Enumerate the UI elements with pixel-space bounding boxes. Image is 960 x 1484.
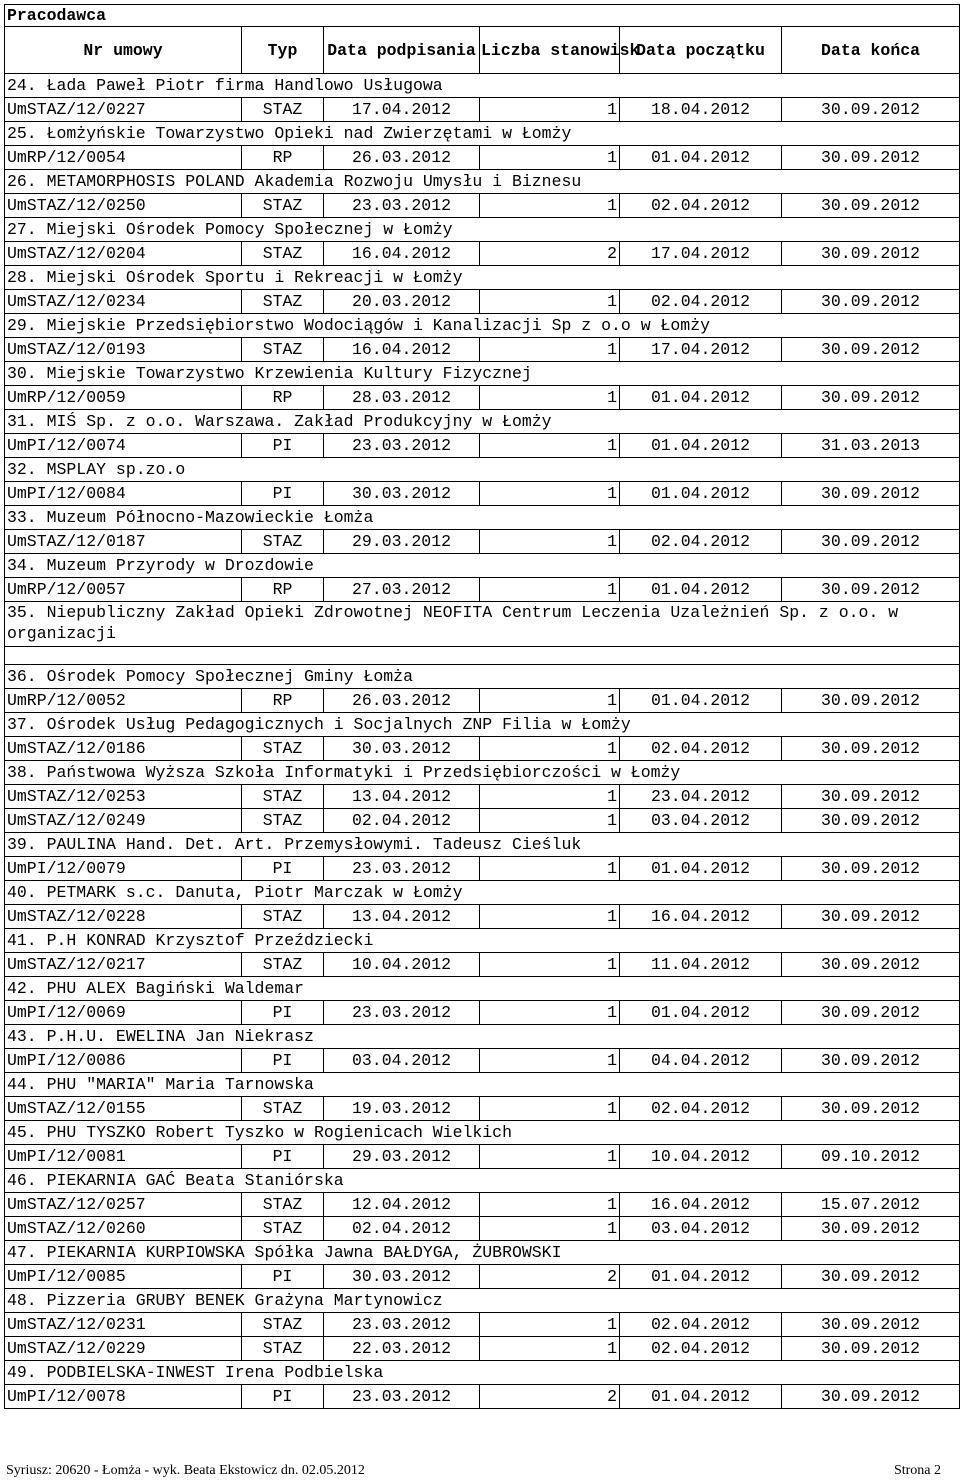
cell-typ: PI — [242, 1385, 324, 1409]
column-header-row — [5, 27, 960, 74]
employer-name: 42. PHU ALEX Bagiński Waldemar — [5, 977, 960, 1001]
cell-liczba-stanowisk: 1 — [480, 809, 620, 833]
cell-liczba-stanowisk: 1 — [480, 482, 620, 506]
cell-typ: STAZ — [242, 1337, 324, 1361]
cell-data-poczatku: 01.04.2012 — [620, 1385, 782, 1409]
cell-liczba-stanowisk: 1 — [480, 1001, 620, 1025]
footer-page-number: Strona 2 — [893, 1463, 941, 1478]
cell-nr-umowy: UmPI/12/0086 — [5, 1049, 242, 1073]
cell-nr-umowy: UmRP/12/0059 — [5, 386, 242, 410]
employer-row — [5, 362, 960, 386]
cell-nr-umowy: UmSTAZ/12/0260 — [5, 1217, 242, 1241]
cell-liczba-stanowisk: 1 — [480, 434, 620, 458]
cell-liczba-stanowisk: 1 — [480, 905, 620, 929]
cell-typ: PI — [242, 482, 324, 506]
cell-liczba-stanowisk: 1 — [480, 1049, 620, 1073]
col-header-data-konca: Data końca — [782, 27, 960, 74]
cell-data-konca: 30.09.2012 — [782, 1001, 960, 1025]
cell-liczba-stanowisk: 1 — [480, 530, 620, 554]
contract-row — [5, 953, 960, 977]
employer-name: 41. P.H KONRAD Krzysztof Przeździecki — [5, 929, 960, 953]
cell-data-poczatku: 01.04.2012 — [620, 434, 782, 458]
cell-data-poczatku: 01.04.2012 — [620, 386, 782, 410]
employer-row — [5, 881, 960, 905]
employer-name: 36. Ośrodek Pomocy Społecznej Gminy Łomża — [5, 665, 960, 689]
cell-data-podpisania: 30.03.2012 — [324, 737, 480, 761]
employer-row — [5, 266, 960, 290]
cell-nr-umowy: UmPI/12/0081 — [5, 1145, 242, 1169]
cell-nr-umowy: UmSTAZ/12/0231 — [5, 1313, 242, 1337]
employer-row — [5, 665, 960, 689]
document-page — [4, 4, 959, 1409]
cell-liczba-stanowisk: 1 — [480, 146, 620, 170]
cell-liczba-stanowisk: 1 — [480, 689, 620, 713]
contract-row — [5, 530, 960, 554]
employer-row — [5, 1121, 960, 1145]
employer-contracts-table — [4, 4, 960, 1409]
cell-data-konca: 15.07.2012 — [782, 1193, 960, 1217]
cell-nr-umowy: UmSTAZ/12/0228 — [5, 905, 242, 929]
cell-data-konca: 30.09.2012 — [782, 1385, 960, 1409]
cell-liczba-stanowisk: 1 — [480, 578, 620, 602]
cell-data-poczatku: 01.04.2012 — [620, 857, 782, 881]
cell-liczba-stanowisk: 1 — [480, 737, 620, 761]
cell-typ: STAZ — [242, 1097, 324, 1121]
employer-row — [5, 602, 960, 647]
cell-typ: STAZ — [242, 905, 324, 929]
cell-typ: STAZ — [242, 737, 324, 761]
employer-row — [5, 1169, 960, 1193]
cell-liczba-stanowisk: 1 — [480, 338, 620, 362]
cell-nr-umowy: UmSTAZ/12/0250 — [5, 194, 242, 218]
employer-name: 32. MSPLAY sp.zo.o — [5, 458, 960, 482]
cell-data-podpisania: 02.04.2012 — [324, 1217, 480, 1241]
employer-name: 40. PETMARK s.c. Danuta, Piotr Marczak w Łomży — [5, 881, 960, 905]
cell-data-konca: 30.09.2012 — [782, 482, 960, 506]
cell-nr-umowy: UmSTAZ/12/0217 — [5, 953, 242, 977]
cell-data-konca: 09.10.2012 — [782, 1145, 960, 1169]
cell-data-konca: 30.09.2012 — [782, 737, 960, 761]
employer-name: 33. Muzeum Północno-Mazowieckie Łomża — [5, 506, 960, 530]
contract-row — [5, 809, 960, 833]
employer-row — [5, 1025, 960, 1049]
cell-data-podpisania: 16.04.2012 — [324, 242, 480, 266]
cell-data-konca: 30.09.2012 — [782, 194, 960, 218]
cell-data-poczatku: 02.04.2012 — [620, 1097, 782, 1121]
cell-typ: PI — [242, 434, 324, 458]
cell-data-konca: 30.09.2012 — [782, 98, 960, 122]
employer-row — [5, 929, 960, 953]
employer-name: 34. Muzeum Przyrody w Drozdowie — [5, 554, 960, 578]
employer-row — [5, 761, 960, 785]
cell-data-konca: 30.09.2012 — [782, 290, 960, 314]
col-header-liczba-stanowisk: Liczba stanowisk — [480, 27, 620, 74]
contract-row — [5, 1097, 960, 1121]
cell-typ: PI — [242, 1145, 324, 1169]
cell-typ: STAZ — [242, 98, 324, 122]
contract-row — [5, 434, 960, 458]
cell-data-podpisania: 22.03.2012 — [324, 1337, 480, 1361]
cell-data-poczatku: 04.04.2012 — [620, 1049, 782, 1073]
employer-row — [5, 122, 960, 146]
cell-data-poczatku: 01.04.2012 — [620, 146, 782, 170]
cell-data-konca: 30.09.2012 — [782, 1313, 960, 1337]
cell-liczba-stanowisk: 2 — [480, 1385, 620, 1409]
cell-data-podpisania: 19.03.2012 — [324, 1097, 480, 1121]
cell-data-podpisania: 29.03.2012 — [324, 530, 480, 554]
employer-name: 25. Łomżyńskie Towarzystwo Opieki nad Zwierzętami w Łomży — [5, 122, 960, 146]
col-header-typ: Typ — [242, 27, 324, 74]
contract-row — [5, 1313, 960, 1337]
cell-data-konca: 30.09.2012 — [782, 338, 960, 362]
employer-name: 37. Ośrodek Usług Pedagogicznych i Socjalnych ZNP Filia w Łomży — [5, 713, 960, 737]
contract-row — [5, 737, 960, 761]
cell-nr-umowy: UmRP/12/0054 — [5, 146, 242, 170]
cell-typ: STAZ — [242, 1313, 324, 1337]
cell-data-konca: 30.09.2012 — [782, 1049, 960, 1073]
contract-row — [5, 1049, 960, 1073]
cell-data-poczatku: 03.04.2012 — [620, 809, 782, 833]
cell-data-podpisania: 30.03.2012 — [324, 482, 480, 506]
cell-data-podpisania: 03.04.2012 — [324, 1049, 480, 1073]
contract-row — [5, 1145, 960, 1169]
cell-typ: STAZ — [242, 785, 324, 809]
cell-typ: PI — [242, 1049, 324, 1073]
cell-typ: STAZ — [242, 1217, 324, 1241]
contract-row — [5, 905, 960, 929]
employer-row — [5, 1289, 960, 1313]
cell-liczba-stanowisk: 1 — [480, 290, 620, 314]
footer-source-text: Syriusz: 20620 - Łomża - wyk. Beata Ekstowicz dn. 02.05.2012 — [6, 1463, 365, 1478]
cell-typ: STAZ — [242, 953, 324, 977]
cell-data-poczatku: 01.04.2012 — [620, 482, 782, 506]
contract-row — [5, 1385, 960, 1409]
cell-nr-umowy: UmPI/12/0079 — [5, 857, 242, 881]
cell-data-podpisania: 26.03.2012 — [324, 146, 480, 170]
cell-data-konca: 30.09.2012 — [782, 1337, 960, 1361]
cell-data-konca: 30.09.2012 — [782, 689, 960, 713]
cell-liczba-stanowisk: 1 — [480, 1097, 620, 1121]
employer-name: 28. Miejski Ośrodek Sportu i Rekreacji w Łomży — [5, 266, 960, 290]
employer-row — [5, 713, 960, 737]
section-title: Pracodawca — [5, 5, 960, 27]
contract-row — [5, 689, 960, 713]
cell-typ: STAZ — [242, 194, 324, 218]
cell-data-konca: 30.09.2012 — [782, 905, 960, 929]
contract-row — [5, 290, 960, 314]
cell-nr-umowy: UmSTAZ/12/0229 — [5, 1337, 242, 1361]
contract-row — [5, 338, 960, 362]
employer-name: 38. Państwowa Wyższa Szkoła Informatyki i Przedsiębiorczości w Łomży — [5, 761, 960, 785]
cell-data-poczatku: 17.04.2012 — [620, 338, 782, 362]
employer-name: 39. PAULINA Hand. Det. Art. Przemysłowymi. Tadeusz Cieśluk — [5, 833, 960, 857]
cell-data-poczatku: 02.04.2012 — [620, 290, 782, 314]
cell-data-podpisania: 23.03.2012 — [324, 1385, 480, 1409]
cell-data-podpisania: 16.04.2012 — [324, 338, 480, 362]
spacer-row — [5, 647, 960, 665]
cell-liczba-stanowisk: 1 — [480, 1337, 620, 1361]
cell-data-podpisania: 02.04.2012 — [324, 809, 480, 833]
cell-nr-umowy: UmSTAZ/12/0155 — [5, 1097, 242, 1121]
employer-row — [5, 554, 960, 578]
employer-row — [5, 314, 960, 338]
cell-data-konca: 30.09.2012 — [782, 1217, 960, 1241]
cell-data-konca: 30.09.2012 — [782, 578, 960, 602]
contract-row — [5, 146, 960, 170]
employer-name: 35. Niepubliczny Zakład Opieki Zdrowotnej NEOFITA Centrum Leczenia Uzależnień Sp. z o.o. w organizacji — [5, 602, 960, 647]
cell-data-konca: 30.09.2012 — [782, 386, 960, 410]
contract-row — [5, 1193, 960, 1217]
cell-data-konca: 30.09.2012 — [782, 1265, 960, 1289]
cell-nr-umowy: UmSTAZ/12/0227 — [5, 98, 242, 122]
cell-data-podpisania: 23.03.2012 — [324, 194, 480, 218]
cell-data-poczatku: 02.04.2012 — [620, 194, 782, 218]
cell-typ: PI — [242, 857, 324, 881]
cell-nr-umowy: UmSTAZ/12/0186 — [5, 737, 242, 761]
cell-liczba-stanowisk: 1 — [480, 98, 620, 122]
cell-data-poczatku: 02.04.2012 — [620, 1337, 782, 1361]
employer-row — [5, 1241, 960, 1265]
cell-nr-umowy: UmPI/12/0069 — [5, 1001, 242, 1025]
cell-liczba-stanowisk: 1 — [480, 386, 620, 410]
contract-row — [5, 386, 960, 410]
cell-data-poczatku: 02.04.2012 — [620, 737, 782, 761]
employer-name: 43. P.H.U. EWELINA Jan Niekrasz — [5, 1025, 960, 1049]
employer-name: 46. PIEKARNIA GAĆ Beata Staniórska — [5, 1169, 960, 1193]
cell-data-podpisania: 23.03.2012 — [324, 1313, 480, 1337]
contract-row — [5, 1337, 960, 1361]
contract-row — [5, 857, 960, 881]
cell-data-poczatku: 01.04.2012 — [620, 1001, 782, 1025]
cell-data-poczatku: 02.04.2012 — [620, 530, 782, 554]
employer-row — [5, 458, 960, 482]
cell-data-konca: 30.09.2012 — [782, 857, 960, 881]
col-header-data-podpisania: Data podpisania — [324, 27, 480, 74]
employer-name: 30. Miejskie Towarzystwo Krzewienia Kultury Fizycznej — [5, 362, 960, 386]
cell-liczba-stanowisk: 1 — [480, 1217, 620, 1241]
contract-row — [5, 1265, 960, 1289]
cell-data-podpisania: 23.03.2012 — [324, 857, 480, 881]
cell-typ: STAZ — [242, 338, 324, 362]
cell-data-poczatku: 17.04.2012 — [620, 242, 782, 266]
cell-data-konca: 30.09.2012 — [782, 953, 960, 977]
col-header-nr-umowy: Nr umowy — [5, 27, 242, 74]
cell-data-poczatku: 01.04.2012 — [620, 689, 782, 713]
cell-data-poczatku: 18.04.2012 — [620, 98, 782, 122]
cell-liczba-stanowisk: 1 — [480, 785, 620, 809]
cell-liczba-stanowisk: 1 — [480, 953, 620, 977]
cell-nr-umowy: UmSTAZ/12/0253 — [5, 785, 242, 809]
cell-data-podpisania: 23.03.2012 — [324, 434, 480, 458]
cell-data-podpisania: 10.04.2012 — [324, 953, 480, 977]
employer-name: 29. Miejskie Przedsiębiorstwo Wodociągów i Kanalizacji Sp z o.o w Łomży — [5, 314, 960, 338]
cell-nr-umowy: UmSTAZ/12/0234 — [5, 290, 242, 314]
cell-data-podpisania: 27.03.2012 — [324, 578, 480, 602]
cell-liczba-stanowisk: 2 — [480, 1265, 620, 1289]
cell-typ: RP — [242, 386, 324, 410]
cell-data-poczatku: 10.04.2012 — [620, 1145, 782, 1169]
cell-data-poczatku: 03.04.2012 — [620, 1217, 782, 1241]
cell-data-konca: 30.09.2012 — [782, 809, 960, 833]
cell-typ: RP — [242, 689, 324, 713]
cell-typ: STAZ — [242, 290, 324, 314]
col-header-data-poczatku: Data początku — [620, 27, 782, 74]
cell-liczba-stanowisk: 1 — [480, 1145, 620, 1169]
cell-data-konca: 30.09.2012 — [782, 530, 960, 554]
employer-name: 31. MIŚ Sp. z o.o. Warszawa. Zakład Produkcyjny w Łomży — [5, 410, 960, 434]
cell-data-konca: 30.09.2012 — [782, 1097, 960, 1121]
cell-data-poczatku: 11.04.2012 — [620, 953, 782, 977]
cell-liczba-stanowisk: 1 — [480, 1313, 620, 1337]
cell-data-podpisania: 26.03.2012 — [324, 689, 480, 713]
cell-typ: STAZ — [242, 242, 324, 266]
employer-name: 24. Łada Paweł Piotr firma Handlowo Usługowa — [5, 74, 960, 98]
contract-row — [5, 194, 960, 218]
employer-row — [5, 1361, 960, 1385]
cell-typ: STAZ — [242, 1193, 324, 1217]
contract-row — [5, 785, 960, 809]
employer-row — [5, 833, 960, 857]
cell-liczba-stanowisk: 1 — [480, 857, 620, 881]
cell-data-podpisania: 20.03.2012 — [324, 290, 480, 314]
cell-data-podpisania: 12.04.2012 — [324, 1193, 480, 1217]
contract-row — [5, 1217, 960, 1241]
cell-nr-umowy: UmSTAZ/12/0193 — [5, 338, 242, 362]
cell-data-poczatku: 01.04.2012 — [620, 578, 782, 602]
cell-data-poczatku: 16.04.2012 — [620, 1193, 782, 1217]
contract-row — [5, 98, 960, 122]
cell-data-podpisania: 30.03.2012 — [324, 1265, 480, 1289]
cell-data-podpisania: 13.04.2012 — [324, 785, 480, 809]
employer-name: 44. PHU "MARIA" Maria Tarnowska — [5, 1073, 960, 1097]
contract-row — [5, 242, 960, 266]
cell-nr-umowy: UmPI/12/0085 — [5, 1265, 242, 1289]
cell-typ: PI — [242, 1265, 324, 1289]
cell-data-konca: 31.03.2013 — [782, 434, 960, 458]
cell-data-konca: 30.09.2012 — [782, 785, 960, 809]
employer-row — [5, 74, 960, 98]
cell-data-poczatku: 23.04.2012 — [620, 785, 782, 809]
cell-nr-umowy: UmRP/12/0057 — [5, 578, 242, 602]
cell-nr-umowy: UmPI/12/0084 — [5, 482, 242, 506]
employer-name: 45. PHU TYSZKO Robert Tyszko w Rogienicach Wielkich — [5, 1121, 960, 1145]
cell-typ: PI — [242, 1001, 324, 1025]
spacer-cell — [5, 647, 960, 665]
employer-row — [5, 977, 960, 1001]
employer-name: 27. Miejski Ośrodek Pomocy Społecznej w Łomży — [5, 218, 960, 242]
employer-name: 49. PODBIELSKA-INWEST Irena Podbielska — [5, 1361, 960, 1385]
cell-data-podpisania: 13.04.2012 — [324, 905, 480, 929]
cell-data-poczatku: 01.04.2012 — [620, 1265, 782, 1289]
cell-typ: STAZ — [242, 809, 324, 833]
contract-row — [5, 578, 960, 602]
cell-data-podpisania: 29.03.2012 — [324, 1145, 480, 1169]
cell-data-poczatku: 02.04.2012 — [620, 1313, 782, 1337]
employer-row — [5, 170, 960, 194]
employer-row — [5, 506, 960, 530]
cell-data-podpisania: 28.03.2012 — [324, 386, 480, 410]
cell-data-konca: 30.09.2012 — [782, 146, 960, 170]
cell-nr-umowy: UmPI/12/0078 — [5, 1385, 242, 1409]
cell-data-konca: 30.09.2012 — [782, 242, 960, 266]
cell-nr-umowy: UmSTAZ/12/0204 — [5, 242, 242, 266]
employer-name: 47. PIEKARNIA KURPIOWSKA Spółka Jawna BAŁDYGA, ŻUBROWSKI — [5, 1241, 960, 1265]
cell-data-podpisania: 17.04.2012 — [324, 98, 480, 122]
cell-data-poczatku: 16.04.2012 — [620, 905, 782, 929]
cell-nr-umowy: UmSTAZ/12/0249 — [5, 809, 242, 833]
page-footer — [6, 1463, 941, 1481]
employer-row — [5, 410, 960, 434]
employer-name: 26. METAMORPHOSIS POLAND Akademia Rozwoju Umysłu i Biznesu — [5, 170, 960, 194]
cell-nr-umowy: UmSTAZ/12/0257 — [5, 1193, 242, 1217]
employer-row — [5, 218, 960, 242]
cell-liczba-stanowisk: 1 — [480, 1193, 620, 1217]
contract-row — [5, 482, 960, 506]
cell-typ: STAZ — [242, 530, 324, 554]
cell-nr-umowy: UmRP/12/0052 — [5, 689, 242, 713]
employer-name: 48. Pizzeria GRUBY BENEK Grażyna Martynowicz — [5, 1289, 960, 1313]
cell-liczba-stanowisk: 2 — [480, 242, 620, 266]
employer-row — [5, 1073, 960, 1097]
cell-liczba-stanowisk: 1 — [480, 194, 620, 218]
cell-typ: RP — [242, 146, 324, 170]
contract-row — [5, 1001, 960, 1025]
cell-data-podpisania: 23.03.2012 — [324, 1001, 480, 1025]
cell-nr-umowy: UmSTAZ/12/0187 — [5, 530, 242, 554]
cell-typ: RP — [242, 578, 324, 602]
cell-nr-umowy: UmPI/12/0074 — [5, 434, 242, 458]
